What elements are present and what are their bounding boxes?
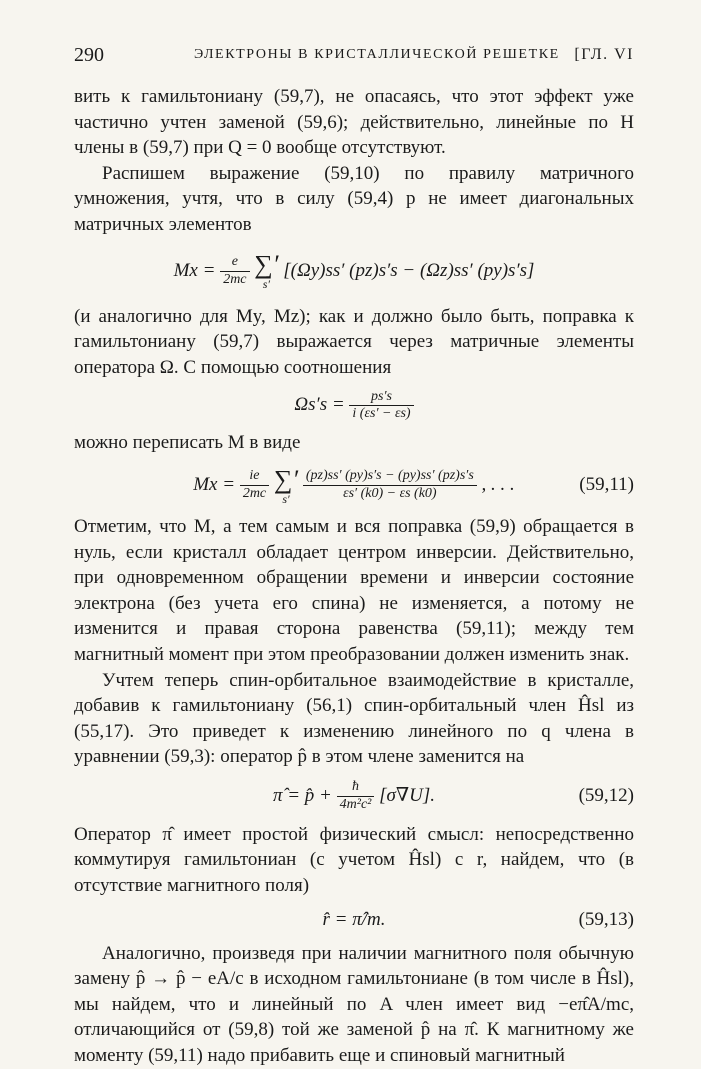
formula-59-12	[74, 770, 634, 822]
formula-omega	[74, 380, 634, 430]
formula-59-13	[74, 899, 634, 941]
paragraph-6: Учтем теперь спин-орбитальное взаимодействие в кристалле, добавив к гамильтониану (56,1) спин-орбитальный член Ĥsl из (55,17). Это приведет к изменению линейного по q члена в уравнении (59,3): оператор p̂ в этом члене заменится на	[74, 669, 634, 768]
sum-index: s′	[262, 277, 271, 292]
chapter-label: [ГЛ. VI	[574, 46, 634, 63]
paragraph-4: можно переписать M в виде	[74, 432, 301, 454]
formula-3-denominator: 2mc	[242, 486, 267, 502]
page-body	[74, 84, 634, 1069]
formula-4-denominator: 4m²c²	[339, 797, 372, 813]
equation-number-59-12: (59,12)	[578, 784, 634, 806]
formula-59-11	[74, 456, 634, 514]
sum-index: s′	[282, 491, 290, 506]
equation-number-59-11: (59,11)	[579, 473, 634, 495]
formula-3-body-numerator: (pz)ss′ (py)s′s − (py)ss′ (pz)s′s	[303, 468, 477, 486]
formula-2-lhs: Ωs′s =	[294, 394, 345, 416]
paragraph-8: Аналогично, произведя при наличии магнитного поля обычную замену p̂ → p̂ − eA/c в исходном гамильтониане (в том числе в Ĥsl), мы найдем, что и линейный по A член имеет вид −eπ̂A/mc, отличающийся от (59,8) той же заменой p̂ на π̂. К магнитному же моменту (59,11) надо прибавить еще и спиновый магнитный	[74, 942, 634, 1067]
equation-number-59-13: (59,13)	[578, 908, 634, 930]
formula-4-fraction	[337, 779, 375, 814]
formula-2-fraction	[349, 389, 413, 424]
formula-3-lhs: Mx =	[193, 473, 236, 495]
formula-1-lhs: Mx =	[173, 259, 216, 281]
formula-3-body-denominator: εs′ (k0) − εs (k0)	[343, 486, 437, 502]
formula-mx-sum	[74, 238, 634, 304]
paragraph-5: Отметим, что M, а тем самым и вся поправка (59,9) обращается в нуль, если кристалл обладает центром инверсии. Действительно, при одновременном обращении времени и инверсии состояние электрона (без учета его спина) не изменяется, а потому не изменится и правая сторона равенства (59,11); между тем магнитный момент при этом преобразовании должен изменить знак.	[74, 515, 634, 665]
formula-3-tail: , . . .	[481, 473, 515, 495]
formula-2-numerator: ps′s	[349, 389, 413, 407]
page	[74, 44, 634, 1069]
formula-1-denominator: 2mc	[223, 271, 247, 287]
formula-1-numerator: e	[220, 254, 249, 272]
paragraph-3: (и аналогично для My, Mz); как и должно было быть, поправка к гамильтониану (59,7) выражается через матричные элементы оператора Ω. С помощью соотношения	[74, 305, 634, 378]
running-header	[74, 44, 634, 74]
formula-1-body: [(Ωy)ss′ (pz)s′s − (Ωz)ss′ (py)s′s]	[283, 259, 535, 281]
running-title: ЭЛЕКТРОНЫ В КРИСТАЛЛИЧЕСКОЙ РЕШЕТКЕ	[194, 47, 560, 62]
page-number: 290	[74, 44, 104, 66]
formula-3-main-fraction	[303, 468, 477, 503]
formula-4-body: [σ∇U].	[379, 784, 436, 806]
sum-symbol: ∑′ s′	[254, 250, 279, 292]
formula-2-denominator: i (εs′ − εs)	[352, 406, 411, 422]
paragraph-7: Оператор π̂ имеет простой физический смысл: непосредственно коммутируя гамильтониан (с учетом Ĥsl) с r, найдем, что (в отсутствие магнитного поля)	[74, 823, 634, 897]
formula-1-fraction	[220, 254, 249, 289]
paragraph-1: вить к гамильтониану (59,7), не опасаясь, что этот эффект уже частично учтен заменой (59,6); действительно, линейные по H члены в (59,7) при Q = 0 вообще отсутствуют.	[74, 86, 634, 159]
formula-4-lhs: π̂ = p̂ +	[272, 784, 332, 806]
paragraph-2: Распишем выражение (59,10) по правилу матричного умножения, учтя, что в силу (59,4) p не имеет диагональных матричных элементов	[74, 162, 634, 235]
sum-symbol: ∑′ s′	[273, 464, 299, 506]
formula-3-prefactor	[240, 468, 269, 503]
formula-4-numerator: ħ	[337, 779, 375, 797]
formula-3-numerator: ie	[240, 468, 269, 486]
formula-5-expression: r̂ = π̂/m.	[322, 908, 386, 930]
